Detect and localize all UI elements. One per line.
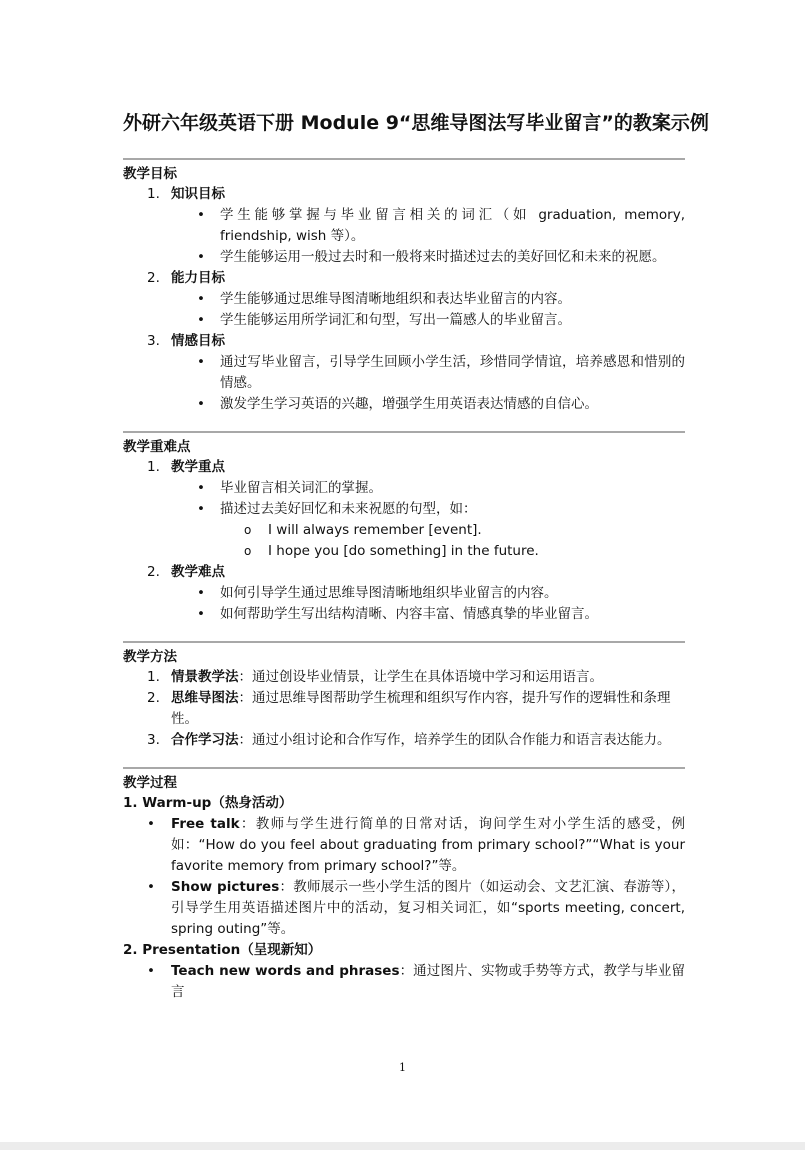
bullet-icon: •	[147, 879, 155, 895]
sub-bullet-item: o I hope you [do something] in the future.	[123, 541, 685, 562]
page-content	[123, 108, 709, 1003]
section-heading-key-points: 教学重难点	[123, 439, 191, 455]
section-divider	[123, 431, 685, 433]
item-label: 情景教学法	[171, 669, 239, 685]
numbered-item: 1. 教学重点	[147, 459, 225, 475]
bullet-icon: •	[197, 585, 205, 601]
numbered-item: 3. 合作学习法：通过小组讨论和合作写作，培养学生的团队合作能力和语言表达能力。	[147, 732, 671, 748]
bullet-icon: •	[197, 312, 205, 328]
item-label: Free talk	[171, 816, 240, 832]
section-divider	[123, 641, 685, 643]
page-number: 1	[399, 1061, 406, 1074]
bullet-icon: •	[197, 480, 205, 496]
bullet-icon: •	[197, 249, 205, 265]
step-heading-warm-up: 1. Warm-up（热身活动）	[123, 795, 293, 811]
section-heading-methods: 教学方法	[123, 649, 177, 665]
bullet-item: • 如何引导学生通过思维导图清晰地组织毕业留言的内容。	[123, 583, 685, 604]
item-label: 思维导图法	[171, 690, 239, 706]
bullet-item: • 学生能够掌握与毕业留言相关的词汇（如 graduation, memory, friendship, wish 等）。	[197, 207, 685, 244]
bullet-item: • Free talk：教师与学生进行简单的日常对话，询问学生对小学生活的感受，例如：“How do you feel about graduating from primary school?”“What is your favorite memory from primary school?”等。	[147, 816, 685, 874]
numbered-item: 1. 情景教学法：通过创设毕业情景，让学生在具体语境中学习和运用语言。	[147, 669, 603, 685]
section-heading-process: 教学过程	[123, 775, 177, 791]
item-label: Teach new words and phrases	[171, 963, 400, 979]
item-label: 合作学习法	[171, 732, 239, 748]
bullet-icon: •	[147, 963, 155, 979]
bullet-icon: •	[197, 501, 205, 517]
bullet-icon: •	[197, 354, 205, 370]
sub-bullet-item: o I will always remember [event].	[123, 520, 685, 541]
bullet-icon: •	[197, 396, 205, 412]
bullet-item: • 毕业留言相关词汇的掌握。	[123, 478, 685, 499]
bullet-item: • 学生能够运用一般过去时和一般将来时描述过去的美好回忆和未来的祝愿。	[123, 247, 685, 268]
item-label: 情感目标	[171, 333, 225, 349]
numbered-item: 2. 教学难点	[147, 564, 225, 580]
section-divider	[123, 767, 685, 769]
numbered-item: 2. 能力目标	[147, 270, 225, 286]
section-heading-objectives: 教学目标	[123, 166, 177, 182]
item-label: 教学难点	[171, 564, 225, 580]
bullet-item: • Teach new words and phrases：通过图片、实物或手势等方式，教学与毕业留言	[147, 963, 686, 1000]
bullet-item: • 学生能够通过思维导图清晰地组织和表达毕业留言的内容。	[123, 289, 685, 310]
bullet-icon: •	[147, 816, 155, 832]
numbered-item: 1. 知识目标	[147, 186, 225, 202]
bullet-item: • 描述过去美好回忆和未来祝愿的句型，如：	[123, 499, 685, 520]
section-divider	[123, 158, 685, 160]
item-label: Show pictures	[171, 879, 280, 895]
bullet-item: • 激发学生学习英语的兴趣，增强学生用英语表达情感的自信心。	[123, 394, 685, 415]
circle-bullet-icon: o	[244, 523, 252, 537]
step-heading-presentation: 2. Presentation（呈现新知）	[123, 942, 322, 958]
bullet-item: • 学生能够运用所学词汇和句型，写出一篇感人的毕业留言。	[123, 310, 685, 331]
bullet-icon: •	[197, 207, 205, 223]
document-title: 外研六年级英语下册 Module 9“思维导图法写毕业留言”的教案示例	[123, 112, 709, 134]
bullet-icon: •	[197, 606, 205, 622]
circle-bullet-icon: o	[244, 544, 252, 558]
bullet-item: • Show pictures：教师展示一些小学生活的图片（如运动会、文艺汇演、春游等），引导学生用英语描述图片中的活动，复习相关词汇，如“sports meeting, concert, spring outing”等。	[147, 879, 685, 937]
bullet-icon: •	[197, 291, 205, 307]
item-label: 能力目标	[171, 270, 225, 286]
bullet-item: • 通过写毕业留言，引导学生回顾小学生活，珍惜同学情谊，培养感恩和惜别的情感。	[197, 354, 685, 391]
item-label: 知识目标	[171, 186, 225, 202]
numbered-item: 2. 思维导图法：通过思维导图帮助学生梳理和组织写作内容，提升写作的逻辑性和条理性。	[147, 690, 671, 727]
bullet-item: • 如何帮助学生写出结构清晰、内容丰富、情感真挚的毕业留言。	[123, 604, 685, 625]
numbered-item: 3. 情感目标	[147, 333, 225, 349]
item-label: 教学重点	[171, 459, 225, 475]
